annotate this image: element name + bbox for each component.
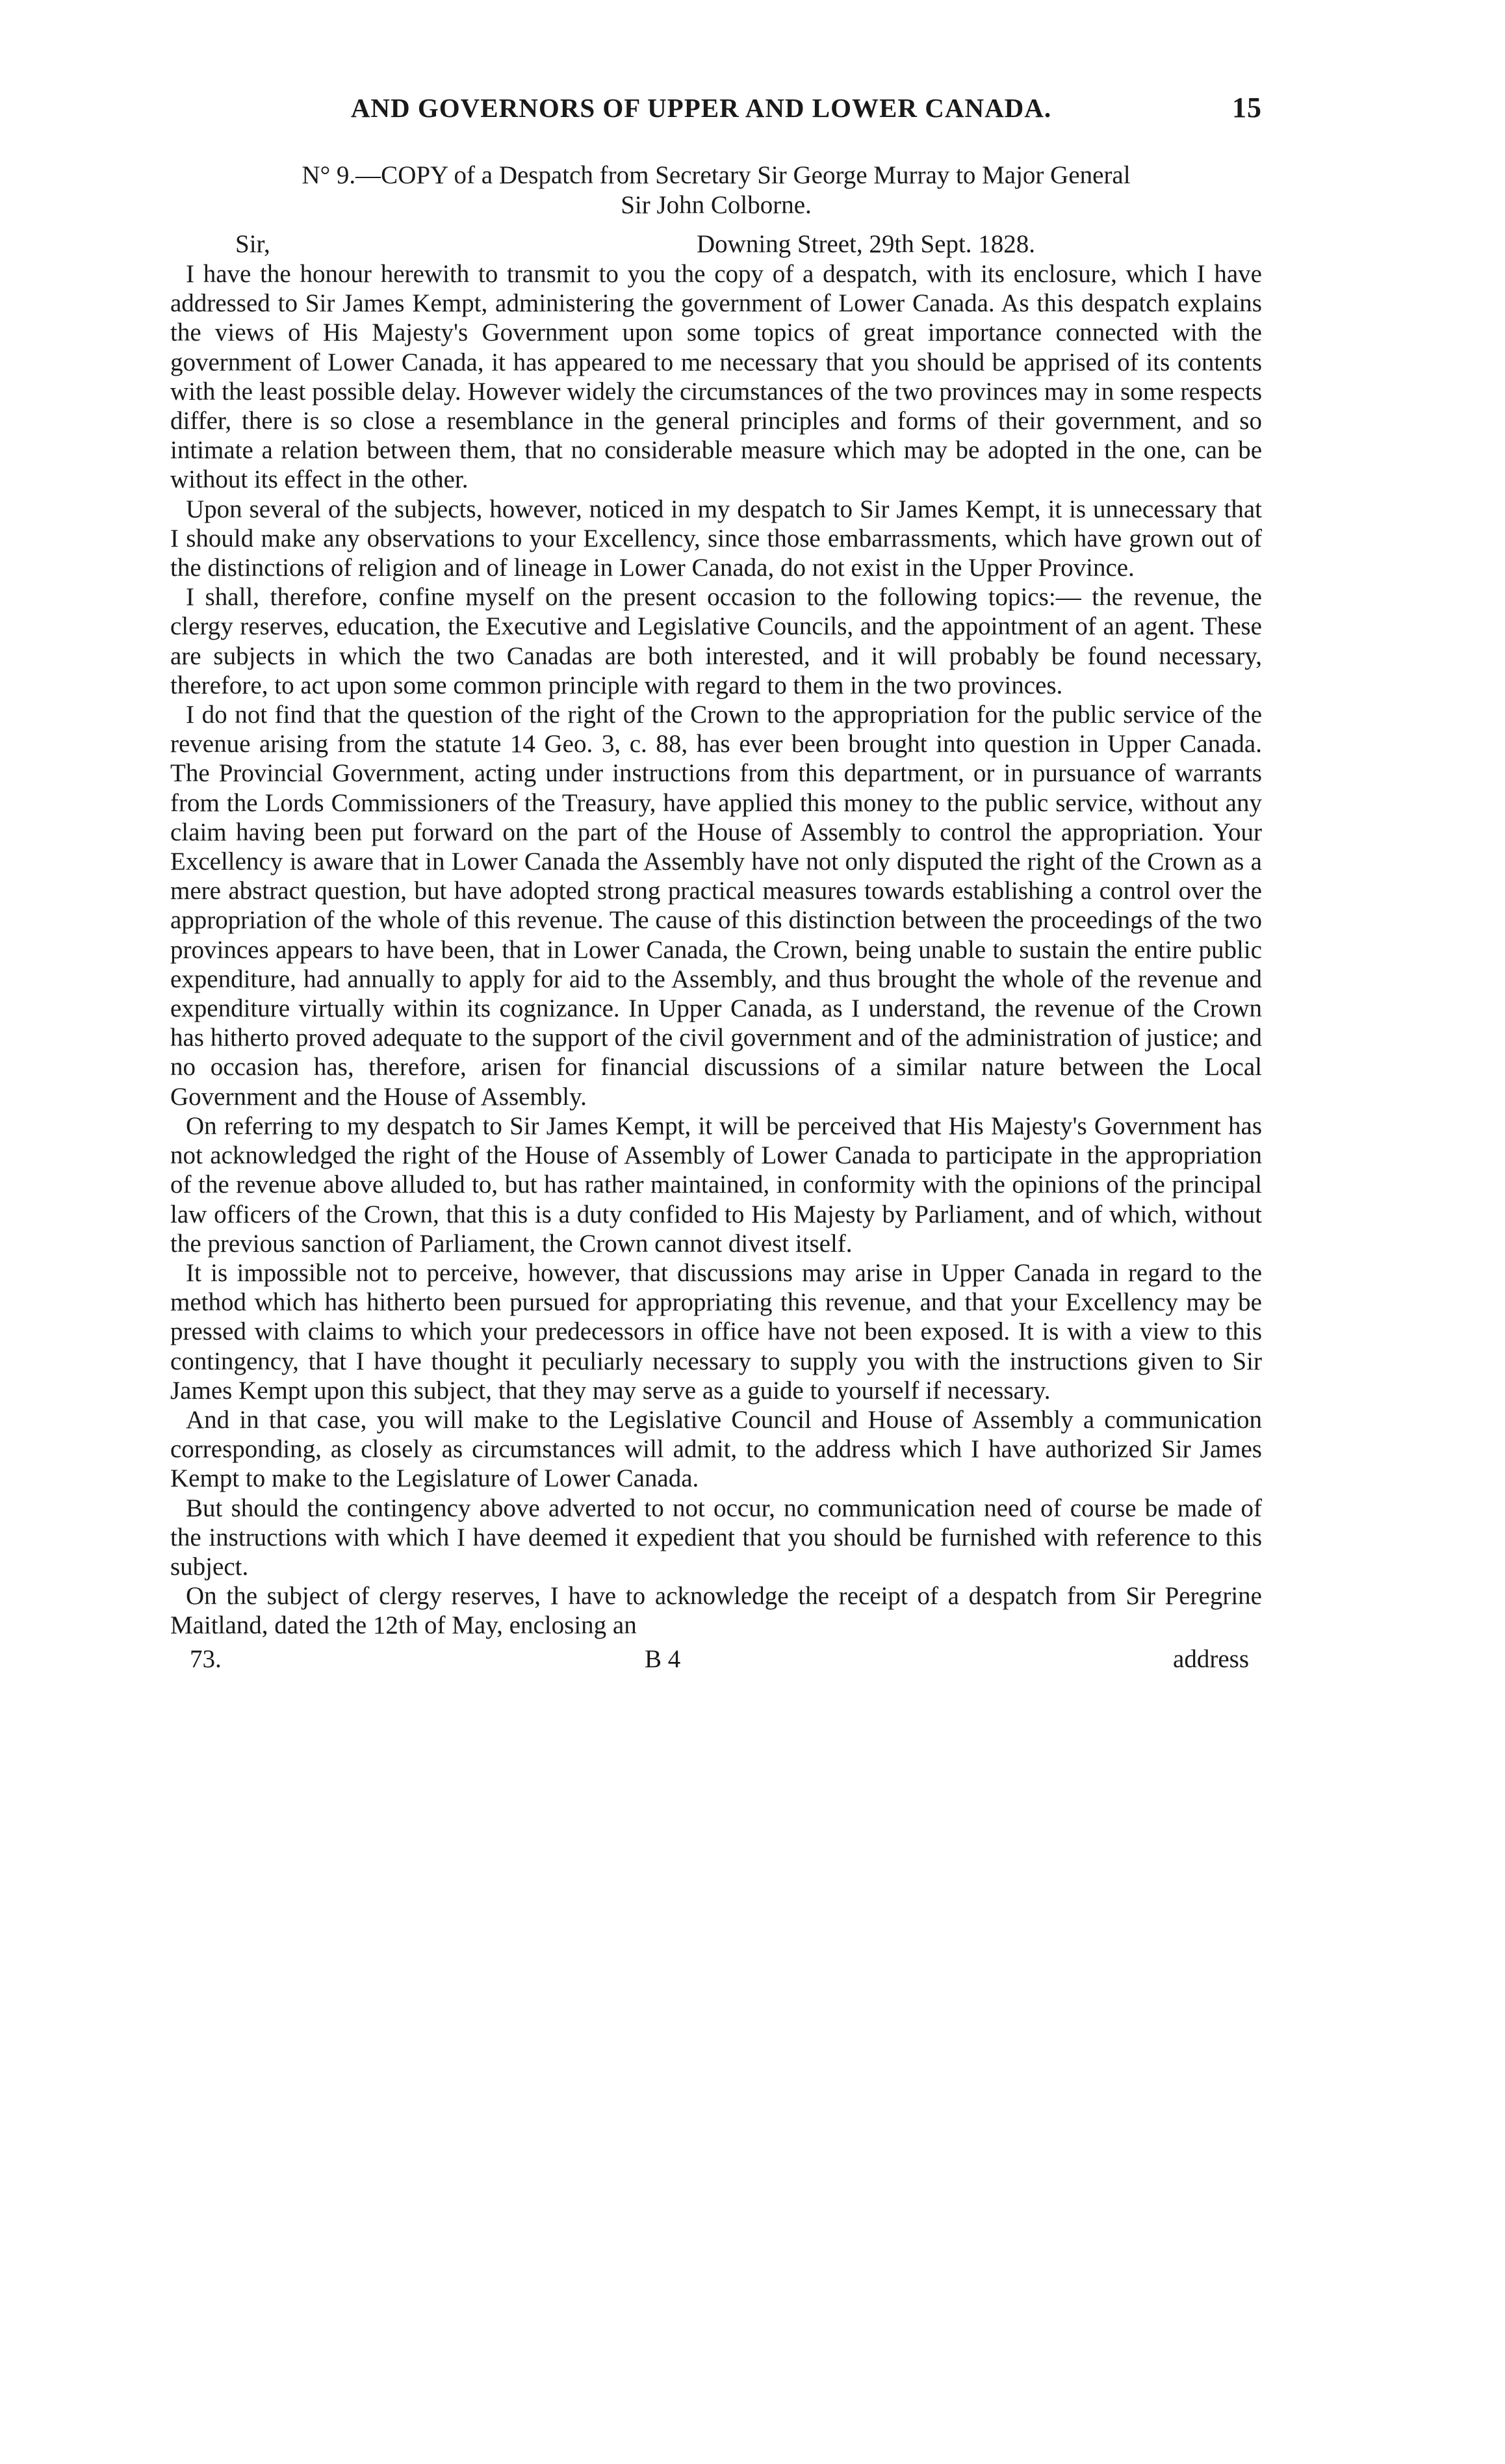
place-date: Downing Street, 29th Sept. 1828. xyxy=(697,230,1036,258)
page-footer xyxy=(170,1644,1262,1674)
heading-line-1: N° 9.—COPY of a Despatch from Secretary Sir George Murray to Major General xyxy=(302,161,1131,189)
salutation-line xyxy=(170,229,1262,259)
paragraph: I do not find that the question of the right of the Crown to the appropriation for the public service of the revenue arising from the statute 14 Geo. 3, c. 88, has ever been brought into question in Upper Canada. The Provincial Government, acting under instructions from this department, or in pursuance of warrants from the Lords Commissioners of the Treasury, have applied this money to the public service, without any claim having been put forward on the part of the House of Assembly to control the appropriation. Your Excellency is aware that in Lower Canada the Assembly have not only disputed the right of the Crown as a mere abstract question, but have adopted strong practical measures towards establishing a control over the appropriation of the whole of this revenue. The cause of this distinction between the proceedings of the two provinces appears to have been, that in Lower Canada, the Crown, being unable to sustain the entire public expenditure, had annually to apply for aid to the Assembly, and thus brought the whole of the revenue and expenditure virtually within its cognizance. In Upper Canada, as I understand, the revenue of the Crown has hitherto proved adequate to the support of the civil government and of the administration of justice; and no occasion has, therefore, arisen for financial discussions of a similar nature between the Local Government and the House of Assembly. xyxy=(170,701,1262,1111)
paragraph: On referring to my despatch to Sir James Kempt, it will be perceived that His Majesty's Government has not acknowledged the right of the House of Assembly of Lower Canada to participate in the appropriation of the revenue above alluded to, but has rather maintained, in conformity with the opinions of the principal law officers of the Crown, that this is a duty confided to His Majesty by Parliament, and of which, without the previous sanction of Parliament, the Crown cannot divest itself. xyxy=(170,1111,1262,1258)
page-number: 15 xyxy=(1232,92,1262,123)
salutation: Sir, xyxy=(235,230,270,258)
sheet-number: 73. xyxy=(190,1644,222,1673)
despatch-heading xyxy=(170,161,1262,220)
paragraph: On the subject of clergy reserves, I have to acknowledge the receipt of a despatch from Sir Peregrine Maitland, dated the 12th of May, enclosing an xyxy=(170,1582,1262,1640)
paragraph: I have the honour herewith to transmit to you the copy of a despatch, with its enclosure, which I have addressed to Sir James Kempt, administering the government of Lower Canada. As this despatch explains the views of His Majesty's Government upon some topics of great importance connected with the government of Lower Canada, it has appeared to me necessary that you should be apprised of its contents with the least possible delay. However widely the circumstances of the two provinces may in some respects differ, there is so close a resemblance in the general principles and forms of their government, and so intimate a relation between them, that no considerable measure which may be adopted in the one, can be without its effect in the other. xyxy=(170,260,1262,494)
paragraph: But should the contingency above adverted to not occur, no communication need of course be made of the instructions with which I have deemed it expedient that you should be furnished with reference to this subject. xyxy=(170,1494,1262,1581)
catchword: address xyxy=(1173,1644,1249,1673)
running-head xyxy=(170,91,1262,124)
body-text xyxy=(170,259,1262,1641)
signature-mark: B 4 xyxy=(645,1644,681,1673)
paragraph: Upon several of the subjects, however, noticed in my despatch to Sir James Kempt, it is unnecessary that I should make any observations to your Excellency, since those embarrassments, which have grown out of the distinctions of religion and of lineage in Lower Canada, do not exist in the Upper Province. xyxy=(170,495,1262,582)
paragraph: It is impossible not to perceive, however, that discussions may arise in Upper Canada in regard to the method which has hitherto been pursued for appropriating this revenue, and that your Excellency may be pressed with claims to which your predecessors in office have not been exposed. It is with a view to this contingency, that I have thought it peculiarly necessary to supply you with the instructions given to Sir James Kempt upon this subject, that they may serve as a guide to yourself if necessary. xyxy=(170,1258,1262,1405)
paragraph: I shall, therefore, confine myself on the present occasion to the following topics:— the revenue, the clergy reserves, education, the Executive and Legislative Councils, and the appointment of an agent. These are subjects in which the two Canadas are both interested, and it will probably be found necessary, therefore, to act upon some common principle with regard to them in the two provinces. xyxy=(170,583,1262,699)
heading-line-2: Sir John Colborne. xyxy=(621,191,812,219)
running-title: AND GOVERNORS OF UPPER AND LOWER CANADA. xyxy=(350,93,1052,123)
paragraph: And in that case, you will make to the Legislative Council and House of Assembly a communication corresponding, as closely as circumstances will admit, to the address which I have authorized Sir James Kempt to make to the Legislature of Lower Canada. xyxy=(170,1405,1262,1493)
document-page xyxy=(170,91,1262,1674)
